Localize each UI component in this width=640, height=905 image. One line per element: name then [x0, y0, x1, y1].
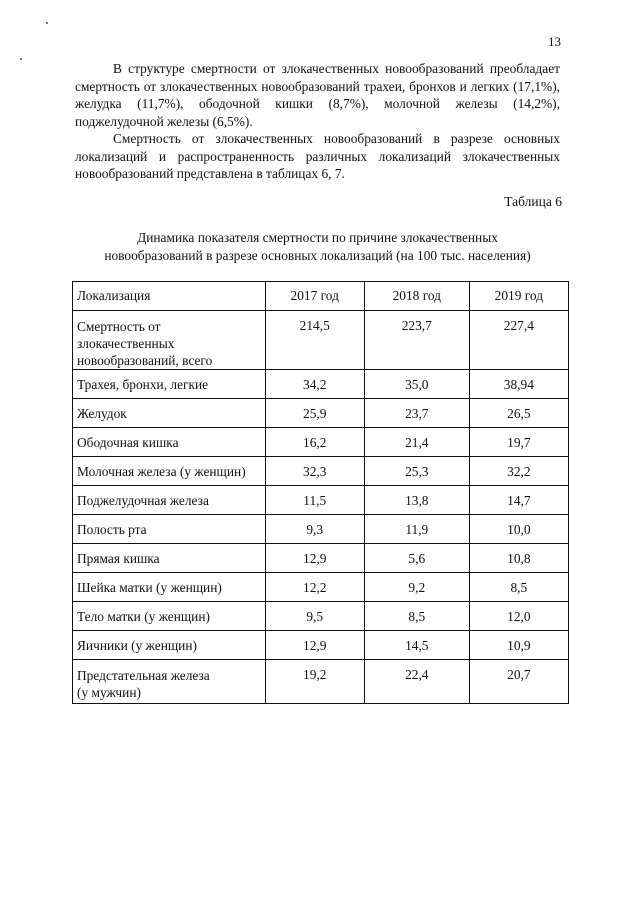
table-row: [73, 631, 569, 660]
table-row: [73, 457, 569, 486]
mortality-table: [72, 281, 569, 704]
cell-localization: [73, 660, 266, 704]
table-row: [73, 486, 569, 515]
header-2018: 2018 год: [364, 282, 469, 311]
cell-2017: 12,9: [265, 631, 364, 660]
cell-2018: 23,7: [364, 399, 469, 428]
cell-text: Смертность от: [77, 319, 161, 334]
table-row: [73, 602, 569, 631]
scan-speck: [46, 22, 48, 24]
cell-2019: 10,9: [469, 631, 568, 660]
cell-localization: Полость рта: [73, 515, 266, 544]
header-2019: 2019 год: [469, 282, 568, 311]
cell-text: Предстательная железа: [77, 668, 210, 683]
table-row: [73, 399, 569, 428]
cell-localization: [73, 311, 266, 370]
paragraph-reference: Смертность от злокачественных новообразований в разрезе основных локализаций и распространенность различных локализаций злокачественных новообразований представлена в таблицах 6, 7.: [75, 131, 560, 181]
cell-2018: 35,0: [364, 370, 469, 399]
table-caption-line: новообразований в разрезе основных локализаций (на 100 тыс. населения): [104, 248, 531, 263]
table-row: [73, 370, 569, 399]
table-row: [73, 544, 569, 573]
cell-2019: 10,0: [469, 515, 568, 544]
cell-2019: 10,8: [469, 544, 568, 573]
cell-text: злокачественных: [77, 336, 175, 351]
cell-2019: 19,7: [469, 428, 568, 457]
cell-2019: 26,5: [469, 399, 568, 428]
cell-2018: 13,8: [364, 486, 469, 515]
table-row: [73, 660, 569, 704]
cell-2018: 25,3: [364, 457, 469, 486]
cell-2017: 12,2: [265, 573, 364, 602]
cell-2017: 214,5: [265, 311, 364, 370]
cell-localization: Тело матки (у женщин): [73, 602, 266, 631]
cell-2017: 25,9: [265, 399, 364, 428]
cell-2017: 9,3: [265, 515, 364, 544]
cell-2017: 16,2: [265, 428, 364, 457]
cell-2018: 8,5: [364, 602, 469, 631]
cell-localization: Яичники (у женщин): [73, 631, 266, 660]
header-localization: Локализация: [73, 282, 266, 311]
table-label: Таблица 6: [504, 194, 562, 209]
table-caption-line: Динамика показателя смертности по причине злокачественных: [137, 230, 498, 245]
cell-2019: 12,0: [469, 602, 568, 631]
table-caption: [75, 229, 560, 265]
table-row: [73, 311, 569, 370]
cell-text: новообразований, всего: [77, 353, 213, 368]
cell-2017: 32,3: [265, 457, 364, 486]
page-number: 13: [548, 34, 561, 49]
cell-2017: 11,5: [265, 486, 364, 515]
cell-2019: 227,4: [469, 311, 568, 370]
cell-2018: 22,4: [364, 660, 469, 704]
cell-localization: Поджелудочная железа: [73, 486, 266, 515]
cell-localization: Желудок: [73, 399, 266, 428]
cell-2018: 223,7: [364, 311, 469, 370]
cell-localization: Шейка матки (у женщин): [73, 573, 266, 602]
cell-2019: 14,7: [469, 486, 568, 515]
table-row: [73, 515, 569, 544]
cell-2017: 12,9: [265, 544, 364, 573]
table-row: [73, 573, 569, 602]
cell-2019: 8,5: [469, 573, 568, 602]
table-row: [73, 428, 569, 457]
cell-2019: 38,94: [469, 370, 568, 399]
cell-2018: 5,6: [364, 544, 469, 573]
cell-localization: Трахея, бронхи, легкие: [73, 370, 266, 399]
cell-2018: 11,9: [364, 515, 469, 544]
cell-localization: Молочная железа (у женщин): [73, 457, 266, 486]
cell-text: (у мужчин): [77, 685, 141, 700]
cell-localization: Ободочная кишка: [73, 428, 266, 457]
cell-2019: 20,7: [469, 660, 568, 704]
cell-2018: 14,5: [364, 631, 469, 660]
cell-2017: 19,2: [265, 660, 364, 704]
cell-2018: 9,2: [364, 573, 469, 602]
header-2017: 2017 год: [265, 282, 364, 311]
cell-localization: Прямая кишка: [73, 544, 266, 573]
cell-2017: 34,2: [265, 370, 364, 399]
cell-2018: 21,4: [364, 428, 469, 457]
scan-speck: [20, 58, 22, 60]
table-header-row: [73, 282, 569, 311]
cell-2017: 9,5: [265, 602, 364, 631]
paragraph-structure: В структуре смертности от злокачественных новообразований преобладает смертность от злокачественных новообразований трахеи, бронхов и легких (17,1%), желудка (11,7%), ободочной кишки (8,7%), молочной железы (14,2%), поджелудочной железы (6,5%).: [75, 61, 560, 129]
cell-2019: 32,2: [469, 457, 568, 486]
